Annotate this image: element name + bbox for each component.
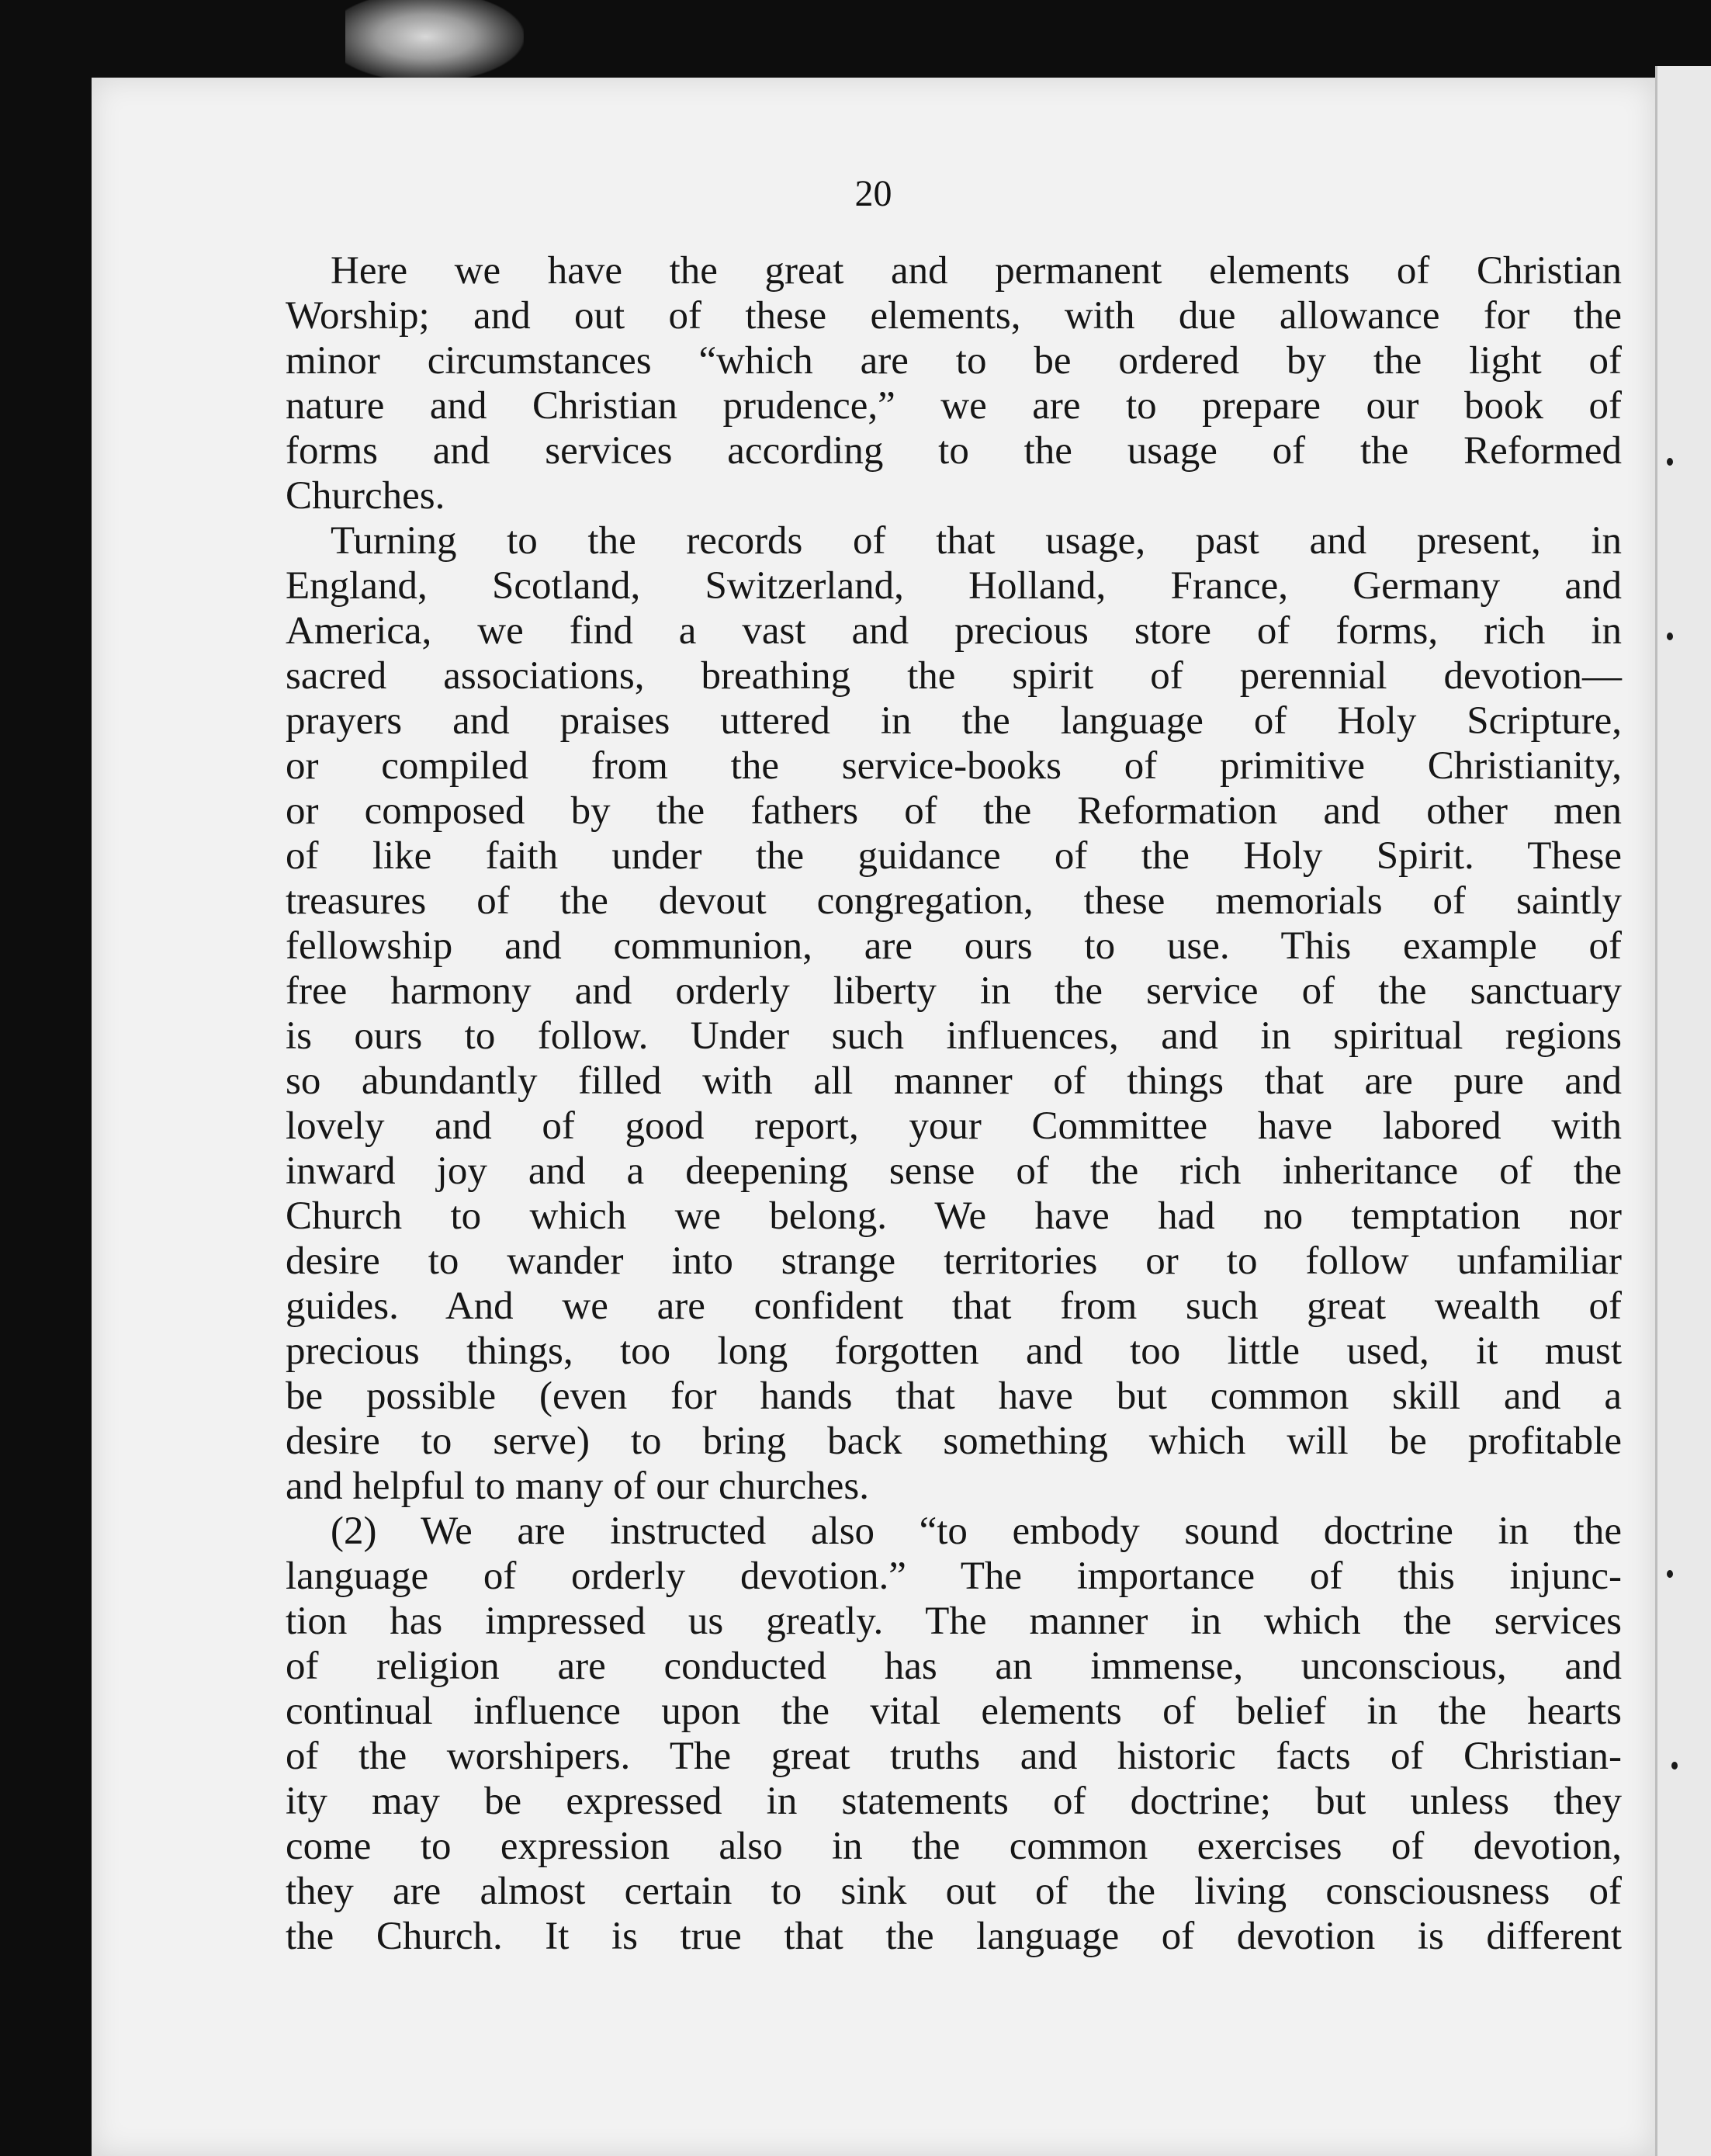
text-line: ity may be expressed in statements of doctrine; but unless they xyxy=(286,1780,1622,1823)
text-line: lovely and of good report, your Committee have labored with xyxy=(286,1104,1622,1148)
text-line: desire to wander into strange territories or to follow unfamiliar xyxy=(286,1239,1622,1283)
scan-speck xyxy=(1667,458,1673,466)
text-line: continual influence upon the vital elements of belief in the hearts xyxy=(286,1690,1622,1733)
text-line: the Church. It is true that the language of devotion is different xyxy=(286,1915,1622,1958)
text-line: forms and services according to the usage of the Reformed xyxy=(286,429,1622,473)
text-line: (2) We are instructed also “to embody sound doctrine in the xyxy=(331,1510,1622,1553)
text-line: precious things, too long forgotten and too little used, it must xyxy=(286,1329,1622,1373)
text-line: America, we find a vast and precious store of forms, rich in xyxy=(286,609,1622,653)
page-number: 20 xyxy=(854,173,892,214)
text-line: tion has impressed us greatly. The manner in which the services xyxy=(286,1600,1622,1643)
text-line: Churches. xyxy=(286,474,445,518)
text-line: come to expression also in the common exercises of devotion, xyxy=(286,1825,1622,1868)
text-line: so abundantly filled with all manner of things that are pure and xyxy=(286,1059,1622,1103)
scan-speck xyxy=(1667,1570,1673,1578)
text-line: they are almost certain to sink out of the living consciousness of xyxy=(286,1870,1622,1913)
scan-blot xyxy=(345,0,524,81)
text-line: and helpful to many of our churches. xyxy=(286,1464,870,1508)
text-line: prayers and praises uttered in the language of Holy Scripture, xyxy=(286,699,1622,743)
text-line: of religion are conducted has an immense, unconscious, and xyxy=(286,1645,1622,1688)
text-line: free harmony and orderly liberty in the service of the sanctuary xyxy=(286,969,1622,1013)
text-line: guides. And we are confident that from such great wealth of xyxy=(286,1284,1622,1328)
scan-speck xyxy=(1671,1762,1678,1770)
text-line: Here we have the great and permanent elements of Christian xyxy=(331,249,1622,293)
text-line: of the worshipers. The great truths and historic facts of Christian- xyxy=(286,1735,1622,1778)
text-line: is ours to follow. Under such influences, and in spiritual regions xyxy=(286,1014,1622,1058)
text-line: or composed by the fathers of the Reformation and other men xyxy=(286,789,1622,833)
text-line: minor circumstances “which are to be ordered by the light of xyxy=(286,339,1622,383)
text-line: nature and Christian prudence,” we are to prepare our book of xyxy=(286,384,1622,428)
body-text xyxy=(286,248,1622,1959)
text-line: desire to serve) to bring back something which will be profitable xyxy=(286,1419,1622,1463)
text-line: Worship; and out of these elements, with due allowance for the xyxy=(286,294,1622,338)
text-line: be possible (even for hands that have but common skill and a xyxy=(286,1374,1622,1418)
text-line: Turning to the records of that usage, past and present, in xyxy=(331,519,1622,563)
text-line: Church to which we belong. We have had no temptation nor xyxy=(286,1194,1622,1238)
book-page xyxy=(92,78,1655,2156)
text-line: England, Scotland, Switzerland, Holland, France, Germany and xyxy=(286,564,1622,608)
text-line: fellowship and communion, are ours to use. This example of xyxy=(286,924,1622,968)
text-line: treasures of the devout congregation, these memorials of saintly xyxy=(286,879,1622,923)
text-line: inward joy and a deepening sense of the rich inheritance of the xyxy=(286,1149,1622,1193)
facing-page-edge xyxy=(1655,66,1711,2156)
scan-speck xyxy=(1667,633,1673,640)
text-line: of like faith under the guidance of the Holy Spirit. These xyxy=(286,834,1622,878)
text-line: language of orderly devotion.” The importance of this injunc- xyxy=(286,1555,1622,1598)
text-line: sacred associations, breathing the spirit of perennial devotion— xyxy=(286,654,1622,698)
text-line: or compiled from the service-books of primitive Christianity, xyxy=(286,744,1622,788)
